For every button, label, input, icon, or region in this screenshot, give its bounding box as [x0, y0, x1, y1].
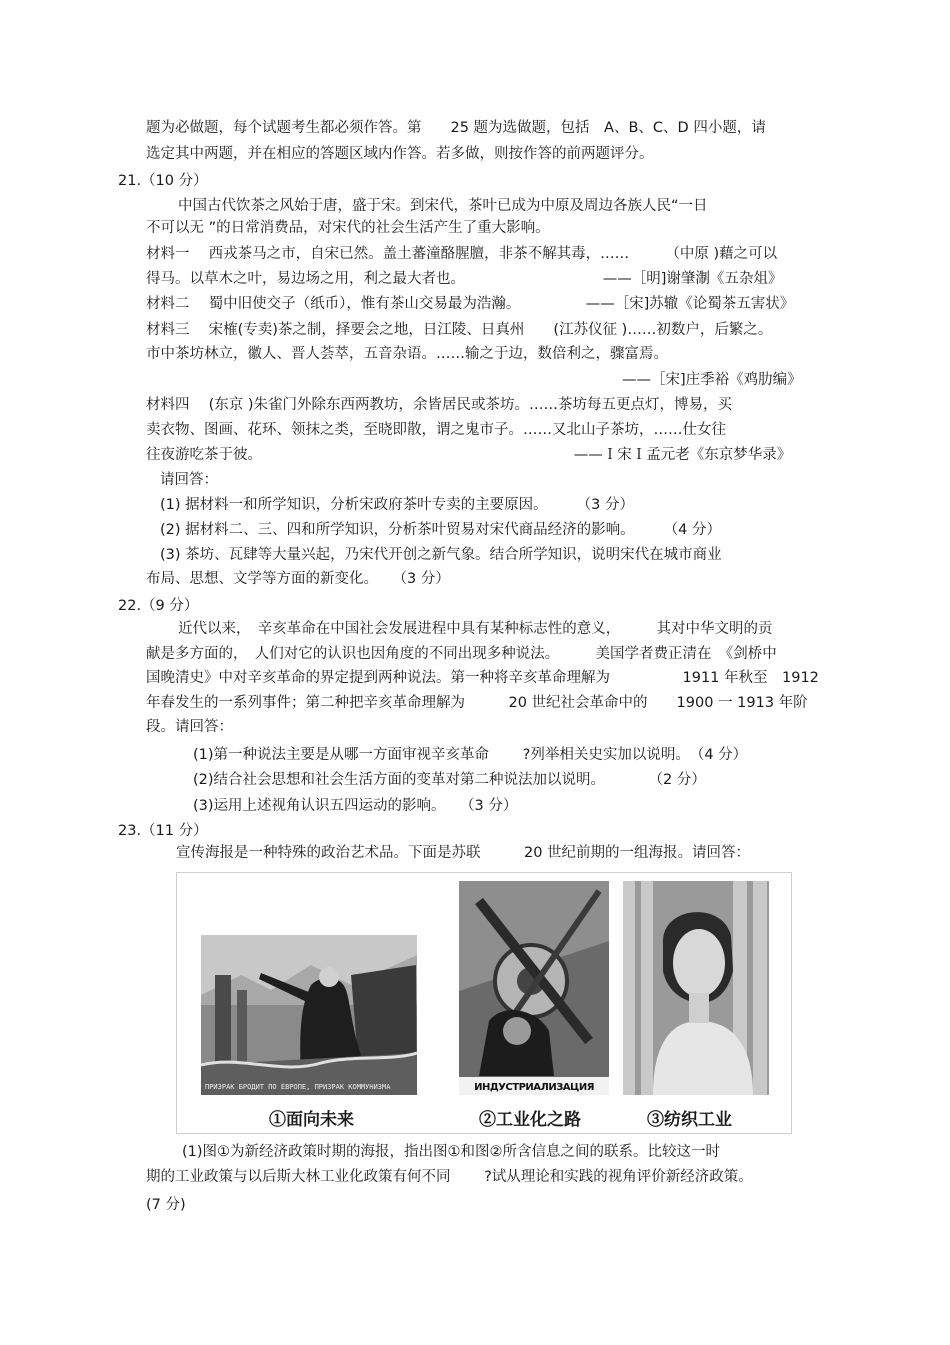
- q22-header: 22.（9 分）: [118, 598, 199, 614]
- q23-score: (7 分): [146, 1197, 186, 1213]
- poster-image-1: [201, 935, 417, 1095]
- q21-line: 得马。以草木之叶，易边场之用，利之最大者也。 ——［明]谢肇淛《五杂俎》: [146, 271, 783, 287]
- q22-subquestion: (3)运用上述视角认识五四运动的影响。 （3 分）: [193, 798, 518, 814]
- q21-line: 往夜游吃茶于彼。 ——Ｉ宋Ｉ孟元老《东京梦华录》: [146, 447, 792, 463]
- q21-header: 21.（10 分）: [118, 173, 208, 189]
- q23-subquestion: 期的工业政策与以后斯大林工业化政策有何不同 ?试从理论和实践的视角评价新经济政策。: [146, 1169, 753, 1185]
- q22-subquestion: (1)第一种说法主要是从哪一方面审视辛亥革命 ?列举相关史实加以说明。 （4 分）: [193, 747, 748, 763]
- q23-intro: 宣传海报是一种特殊的政治艺术品。下面是苏联 20 世纪前期的一组海报。请回答：: [176, 845, 751, 861]
- q21-line: 中国古代饮茶之风始于唐，盛于宋。到宋代，茶叶已成为中原及周边各族人民“一日: [178, 198, 708, 214]
- poster-2-inscription: ИНДУСТРИАЛИЗАЦИЯ: [474, 1082, 594, 1093]
- q21-subquestion: (2) 据材料二、三、四和所学知识，分析茶叶贸易对宋代商品经济的影响。 （4 分）: [160, 522, 721, 538]
- q22-line: 近代以来， 辛亥革命在中国社会发展进程中具有某种标志性的意义， 其对中华文明的贡: [178, 621, 773, 637]
- intro-line-2: 选定其中两题，并在相应的答题区域内作答。若多做，则按作答的前两题评分。: [146, 146, 654, 162]
- q21-line: 材料一 西戎茶马之市，自宋已然。盖土蕃潼酪腥膻，非茶不解其毒，…… （中原 )藉之可以: [146, 246, 778, 262]
- poster-caption-2: ②工业化之路: [479, 1110, 581, 1130]
- q21-line: 材料三 宋榷(专卖)茶之制，择要会之地，日江陵、日真州 (江苏仪征 )……初数户，后繁之。: [146, 322, 773, 338]
- q21-line: 卖衣物、图画、花环、领抹之类，至晓即散，谓之鬼市子。……又北山子茶坊，……仕女往: [146, 422, 726, 438]
- q21-subquestion: 布局、思想、文学等方面的新变化。 （3 分）: [146, 571, 450, 587]
- intro-line-1: 题为必做题，每个试题考生都必须作答。第 25 题为选做题，包括 A、B、C、D 四小题，请: [146, 120, 766, 136]
- poster-1-inscription: ПРИЗРАК БРОДИТ ПО ЕВРОПЕ, ПРИЗРАК КОММУНИЗМА: [205, 1083, 391, 1091]
- poster-figure: [176, 872, 792, 1134]
- q22-subquestion: (2)结合社会思想和社会生活方面的变革对第二种说法加以说明。 （2 分）: [193, 772, 706, 788]
- q22-line: 段。请回答：: [146, 719, 233, 735]
- q21-citation: ——［宋]庄季裕《鸡肋编》: [622, 372, 802, 388]
- q21-prompt: 请回答：: [160, 472, 218, 488]
- q21-line: 不可以无 ”的日常消费品，对宋代的社会生活产生了重大影响。: [146, 220, 550, 236]
- q23-header: 23.（11 分）: [118, 823, 208, 839]
- q21-line: 市中茶坊林立，徽人、晋人荟萃，五音杂语。……输之于边，数倍利之，骤富焉。: [146, 346, 668, 362]
- q23-subquestion: (1)图①为新经济政策时期的海报，指出图①和图②所含信息之间的联系。比较这一时: [182, 1144, 721, 1160]
- q21-line: 材料二 蜀中旧使交子（纸币），惟有茶山交易最为浩瀚。 ——［宋]苏辙《论蜀茶五害状》: [146, 296, 795, 312]
- q22-line: 年春发生的一系列事件；第二种把辛亥革命理解为 20 世纪社会革命中的 1900 一 1913 年阶: [146, 695, 808, 711]
- poster-caption-3: ③纺织工业: [647, 1110, 732, 1130]
- poster-image-2: [459, 881, 609, 1095]
- q22-line: 献是多方面的， 人们对它的认识也因角度的不同出现多种说法。 美国学者费正清在 《剑桥中: [146, 646, 777, 662]
- q22-line: 国晚清史》中对辛亥革命的界定提到两种说法。第一种将辛亥革命理解为 1911 年秋至 1912: [146, 670, 819, 686]
- q21-subquestion: (3) 茶坊、瓦肆等大量兴起，乃宋代开创之新气象。结合所学知识，说明宋代在城市商业: [160, 547, 722, 563]
- q21-line: 材料四 (东京 )朱雀门外除东西两教坊，余皆居民或茶坊。……茶坊每五更点灯，博易，买: [146, 397, 733, 413]
- poster-image-3: [623, 881, 769, 1095]
- poster-caption-1: ①面向未来: [269, 1110, 354, 1130]
- q21-subquestion: (1) 据材料一和所学知识，分析宋政府茶叶专卖的主要原因。 （3 分）: [160, 497, 634, 513]
